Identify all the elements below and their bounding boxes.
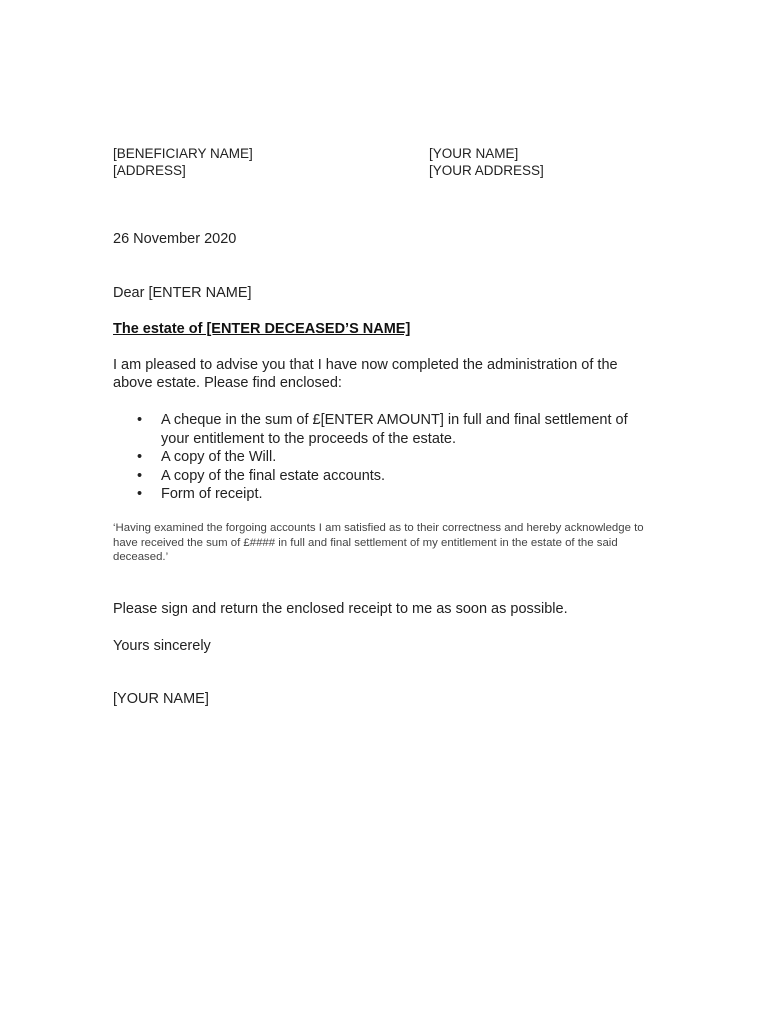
- list-item: [113, 467, 658, 486]
- bullet-icon: •: [137, 486, 143, 502]
- list-item: [113, 411, 658, 448]
- list-item: [113, 448, 658, 467]
- salutation: Dear [ENTER NAME]: [113, 285, 252, 301]
- subject-heading: The estate of [ENTER DECEASED’S NAME]: [113, 321, 411, 337]
- list-item-text: A copy of the Will.: [161, 449, 277, 465]
- signature-name: [YOUR NAME]: [113, 691, 209, 707]
- recipient-address-block: [113, 146, 253, 179]
- sender-name: [YOUR NAME]: [429, 146, 519, 161]
- bullet-icon: •: [137, 449, 143, 465]
- closing-paragraph: Please sign and return the enclosed receipt to me as soon as possible.: [113, 601, 568, 617]
- list-item-text: A cheque in the sum of £[ENTER AMOUNT] in full and final settlement of your entitlement to the proceeds of the estate.: [161, 412, 628, 447]
- letter-date: 26 November 2020: [113, 231, 237, 247]
- receipt-quote: ‘Having examined the forgoing accounts I am satisfied as to their correctness and hereby acknowledge to have received the sum of £#### in full and final settlement of my entitlement in the estate of the said deceased.’: [113, 522, 644, 564]
- list-item-text: A copy of the final estate accounts.: [161, 467, 386, 484]
- intro-paragraph: I am pleased to advise you that I have now completed the administration of the above estate. Please find enclosed:: [113, 357, 618, 391]
- recipient-address: [ADDRESS]: [113, 162, 186, 178]
- bullet-icon: •: [137, 412, 143, 428]
- bullet-icon: •: [137, 467, 143, 484]
- sender-address-block: [429, 146, 544, 179]
- recipient-name: [BENEFICIARY NAME]: [113, 146, 253, 161]
- sign-off: Yours sincerely: [113, 638, 211, 654]
- list-item: [113, 485, 658, 504]
- sender-address: [YOUR ADDRESS]: [429, 162, 544, 178]
- enclosures-list: [113, 411, 658, 504]
- list-item-text: Form of receipt.: [161, 486, 263, 502]
